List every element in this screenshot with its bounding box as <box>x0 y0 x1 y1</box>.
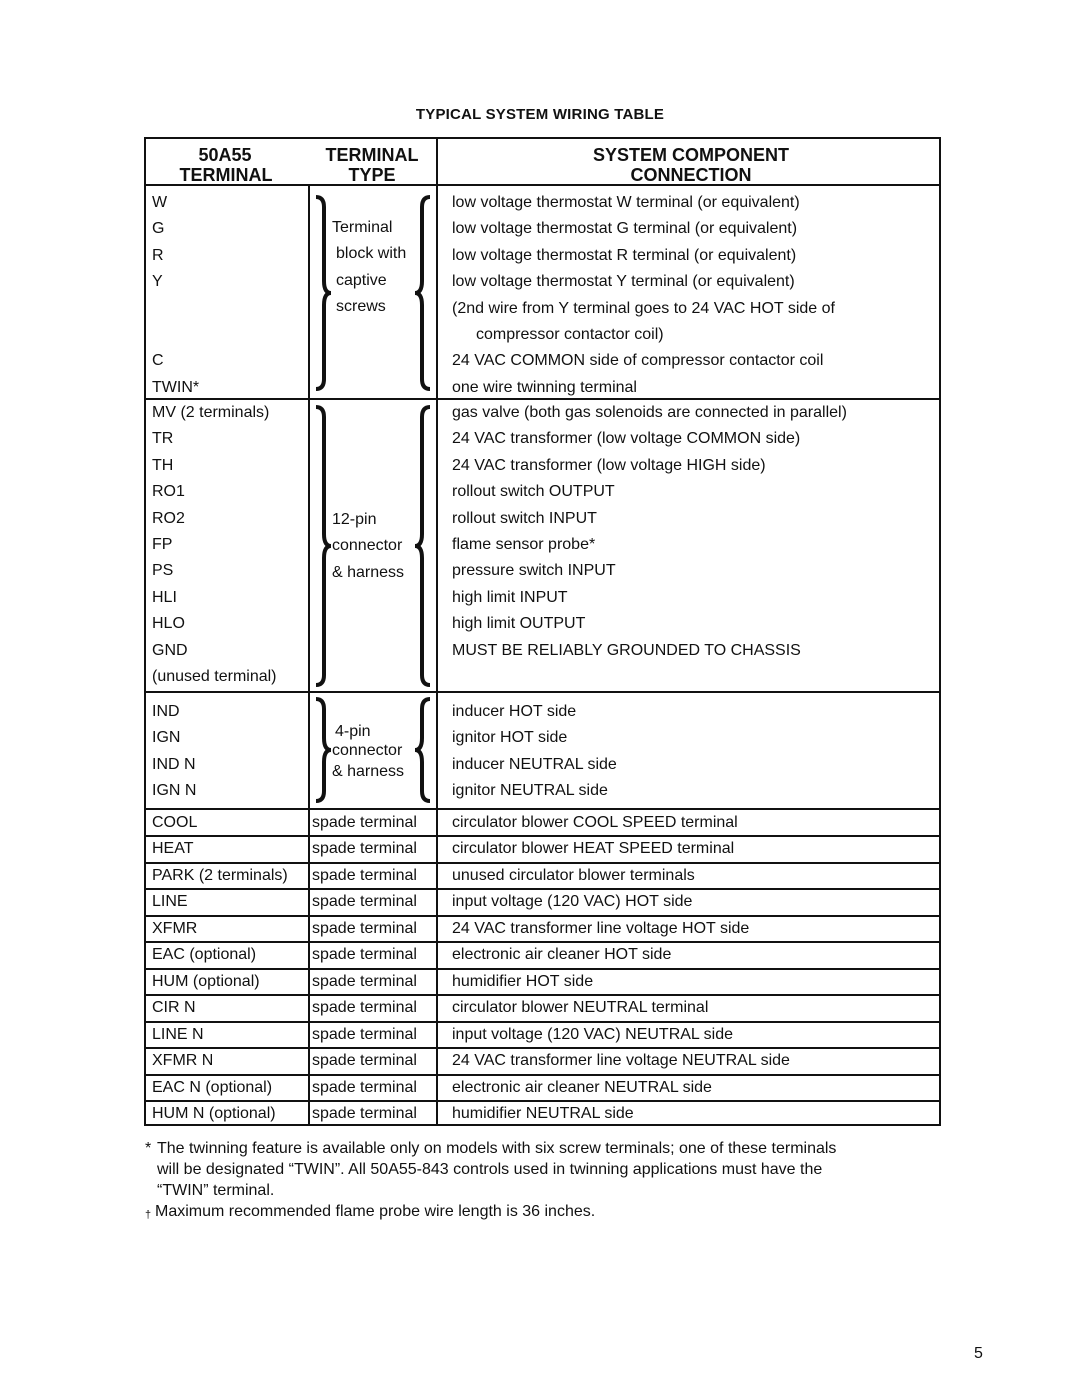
terminal-cell: PARK (2 terminals) <box>152 866 288 884</box>
type-line: block with <box>336 245 407 262</box>
terminal-cell: TR <box>152 430 174 448</box>
type-cell: spade terminal <box>312 1052 417 1070</box>
footnote-star-line: “TWIN” terminal. <box>157 1182 275 1199</box>
terminal-cell: G <box>152 220 165 238</box>
terminal-cell: IND <box>152 703 180 720</box>
terminal-cell: EAC (optional) <box>152 946 257 964</box>
left-brace-icon <box>414 697 432 803</box>
terminal-cell: HUM N (optional) <box>152 1104 276 1122</box>
connection-cell: high limit INPUT <box>452 588 568 606</box>
terminal-cell: RO1 <box>152 483 185 501</box>
connection-cell: high limit OUTPUT <box>452 615 586 633</box>
footnote-star-mark: * <box>145 1140 152 1157</box>
right-brace-icon <box>314 195 332 391</box>
terminal-cell: IGN N <box>152 782 197 800</box>
terminal-cell: Y <box>152 273 163 291</box>
type-cell: spade terminal <box>312 999 417 1017</box>
terminal-cell: HEAT <box>152 840 194 858</box>
header-col3-line2: CONNECTION <box>630 165 752 185</box>
column-divider <box>436 139 438 1124</box>
page-number: 5 <box>974 1345 983 1362</box>
type-cell: spade terminal <box>312 866 417 884</box>
type-cell: spade terminal <box>312 1078 417 1096</box>
connection-cell: humidifier HOT side <box>452 972 594 990</box>
type-cell: spade terminal <box>312 972 417 990</box>
connection-cell: 24 VAC transformer line voltage HOT side <box>452 919 750 937</box>
connection-cell: (2nd wire from Y terminal goes to 24 VAC HOT side of <box>452 299 835 317</box>
type-line: screws <box>336 298 386 315</box>
header-col2-line2: TYPE <box>348 165 396 185</box>
header-col3-line1: SYSTEM COMPONENT <box>592 145 789 165</box>
header-col2-line1: TERMINAL <box>325 145 419 165</box>
type-line: & harness <box>332 564 405 581</box>
connection-cell: 24 VAC transformer line voltage NEUTRAL side <box>452 1052 790 1070</box>
row-rule <box>146 1047 939 1049</box>
right-brace-icon <box>314 405 332 687</box>
wiring-table <box>144 137 941 1126</box>
connection-cell: pressure switch INPUT <box>452 562 616 580</box>
connection-cell: low voltage thermostat W terminal (or equivalent) <box>452 194 800 211</box>
terminal-cell: CIR N <box>152 999 196 1017</box>
terminal-cell: FP <box>152 536 173 553</box>
terminal-cell: IND N <box>152 755 196 773</box>
terminal-cell: XFMR <box>152 919 198 937</box>
row-rule <box>146 862 939 864</box>
type-line: & harness <box>332 763 405 780</box>
terminal-cell: W <box>152 194 168 211</box>
type-line: 12-pin <box>332 511 377 528</box>
terminal-cell: PS <box>152 562 174 580</box>
terminal-cell: LINE <box>152 893 188 911</box>
connection-cell: flame sensor probe* <box>452 536 596 553</box>
type-cell: spade terminal <box>312 1025 417 1043</box>
connection-cell: unused circulator blower terminals <box>452 866 695 884</box>
connection-cell: electronic air cleaner NEUTRAL side <box>452 1078 712 1096</box>
type-line: Terminal <box>332 219 393 236</box>
connection-cell: 24 VAC COMMON side of compressor contactor coil <box>452 352 824 370</box>
connection-cell: 24 VAC transformer (low voltage COMMON side) <box>452 430 801 448</box>
row-rule <box>146 888 939 890</box>
connection-cell: compressor contactor coil) <box>476 326 664 343</box>
row-rule <box>146 941 939 943</box>
terminal-cell: R <box>152 246 164 264</box>
terminal-cell: HLO <box>152 615 185 633</box>
terminal-cell: XFMR N <box>152 1052 214 1070</box>
type-line: captive <box>336 272 387 289</box>
connection-cell: electronic air cleaner HOT side <box>452 946 672 964</box>
terminal-cell: IGN <box>152 729 181 747</box>
type-cell: spade terminal <box>312 893 417 911</box>
row-rule <box>146 915 939 917</box>
row-rule <box>146 1021 939 1023</box>
footnote-dagger-mark: † <box>145 1209 152 1221</box>
connection-cell: low voltage thermostat R terminal (or equivalent) <box>452 246 797 264</box>
type-cell: spade terminal <box>312 840 417 858</box>
terminal-cell: GND <box>152 641 188 659</box>
connection-cell: humidifier NEUTRAL side <box>452 1104 634 1122</box>
right-brace-icon <box>314 697 332 803</box>
connection-cell: inducer NEUTRAL side <box>452 755 617 773</box>
connection-cell: input voltage (120 VAC) NEUTRAL side <box>452 1025 734 1043</box>
group-rule <box>146 398 939 400</box>
connection-cell: one wire twinning terminal <box>452 378 637 396</box>
header-col1-line2: TERMINAL <box>179 165 273 185</box>
group-rule <box>146 691 939 693</box>
connection-cell: rollout switch OUTPUT <box>452 483 615 501</box>
type-cell: spade terminal <box>312 919 417 937</box>
terminal-cell: (unused terminal) <box>152 668 277 685</box>
connection-cell: 24 VAC transformer (low voltage HIGH side) <box>452 456 766 474</box>
type-line: 4-pin <box>335 723 371 740</box>
row-rule <box>146 994 939 996</box>
connection-cell: gas valve (both gas solenoids are connected in parallel) <box>452 404 847 421</box>
table-title: TYPICAL SYSTEM WIRING TABLE <box>415 106 665 123</box>
terminal-cell: EAC N (optional) <box>152 1078 273 1096</box>
footnote-star-line: The twinning feature is available only on models with six screw terminals; one of these terminals <box>157 1140 837 1157</box>
left-brace-icon <box>414 195 432 391</box>
footnote-dagger-text: Maximum recommended flame probe wire length is 36 inches. <box>155 1203 596 1220</box>
connection-cell: circulator blower COOL SPEED terminal <box>452 814 738 831</box>
terminal-cell: C <box>152 352 164 370</box>
connection-cell: inducer HOT side <box>452 703 577 720</box>
column-divider <box>308 185 310 1124</box>
connection-cell: circulator blower NEUTRAL terminal <box>452 999 709 1017</box>
connection-cell: rollout switch INPUT <box>452 509 597 527</box>
terminal-cell: RO2 <box>152 509 185 527</box>
connection-cell: low voltage thermostat G terminal (or equivalent) <box>452 220 798 238</box>
type-cell: spade terminal <box>312 814 417 831</box>
connection-cell: input voltage (120 VAC) HOT side <box>452 893 693 911</box>
type-cell: spade terminal <box>312 1104 417 1122</box>
connection-cell: circulator blower HEAT SPEED terminal <box>452 840 735 858</box>
connection-cell: low voltage thermostat Y terminal (or equivalent) <box>452 273 795 291</box>
type-cell: spade terminal <box>312 946 417 964</box>
row-rule <box>146 968 939 970</box>
row-rule <box>146 835 939 837</box>
connection-cell: MUST BE RELIABLY GROUNDED TO CHASSIS <box>452 641 801 659</box>
type-line: connector <box>332 537 403 554</box>
connection-cell: ignitor NEUTRAL side <box>452 782 608 800</box>
terminal-cell: HLI <box>152 588 177 606</box>
row-rule <box>146 1100 939 1102</box>
header-col1-line1: 50A55 <box>198 145 252 165</box>
terminal-cell: COOL <box>152 814 198 831</box>
terminal-cell: LINE N <box>152 1025 204 1043</box>
footnote-star-line: will be designated “TWIN”. All 50A55-843 controls used in twinning applications must have the <box>157 1161 823 1178</box>
connection-cell: ignitor HOT side <box>452 729 568 747</box>
terminal-cell: TWIN* <box>152 378 200 396</box>
group-rule <box>146 808 939 810</box>
left-brace-icon <box>414 405 432 687</box>
type-line: connector <box>332 742 403 759</box>
terminal-cell: MV (2 terminals) <box>152 404 270 421</box>
terminal-cell: TH <box>152 456 174 474</box>
terminal-cell: HUM (optional) <box>152 972 260 990</box>
row-rule <box>146 1074 939 1076</box>
